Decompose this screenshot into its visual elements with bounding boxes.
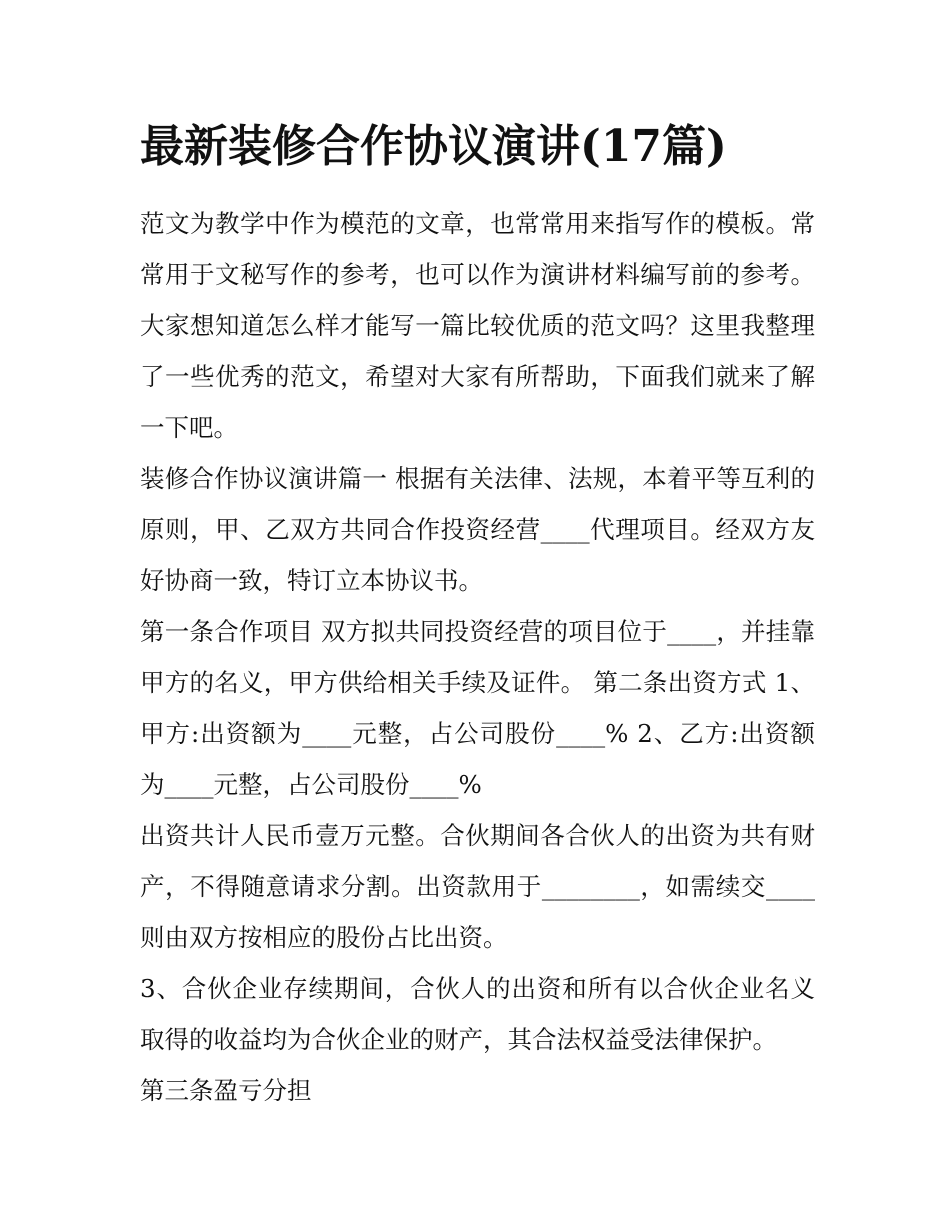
paragraph-partnership-property: 3、合伙企业存续期间，合伙人的出资和所有以合伙企业名义取得的收益均为合伙企业的财产，其合法权益受法律保护。: [140, 974, 815, 1054]
paragraph-article-one: 第一条合作项目 双方拟共同投资经营的项目位于____，并挂靠甲方的名义，甲方供给相关手续及证件。 第二条出资方式 1、甲方:出资额为____元整，占公司股份____% 2、乙方:出资额为____元整，占公司股份____%: [140, 617, 815, 799]
paragraph-intro: 范文为教学中作为模范的文章，也常常用来指写作的模板。常常用于文秘写作的参考，也可以作为演讲材料编写前的参考。大家想知道怎么样才能写一篇比较优质的范文吗？这里我整理了一些优秀的范文，希望对大家有所帮助，下面我们就来了解一下吧。: [140, 209, 815, 442]
document-title: 最新装修合作协议演讲(17篇): [140, 121, 727, 172]
paragraph-capital-total: 出资共计人民币壹万元整。合伙期间各合伙人的出资为共有财产，不得随意请求分割。出资款用于________，如需续交____则由双方按相应的股份占比出资。: [140, 821, 815, 952]
document-body: [140, 198, 815, 1116]
paragraph-agreement-preamble: 装修合作协议演讲篇一 根据有关法律、法规，本着平等互利的原则，甲、乙双方共同合作投资经营____代理项目。经双方友好协商一致，特订立本协议书。: [140, 464, 815, 595]
paragraph-article-three-heading: 第三条盈亏分担: [140, 1076, 312, 1105]
